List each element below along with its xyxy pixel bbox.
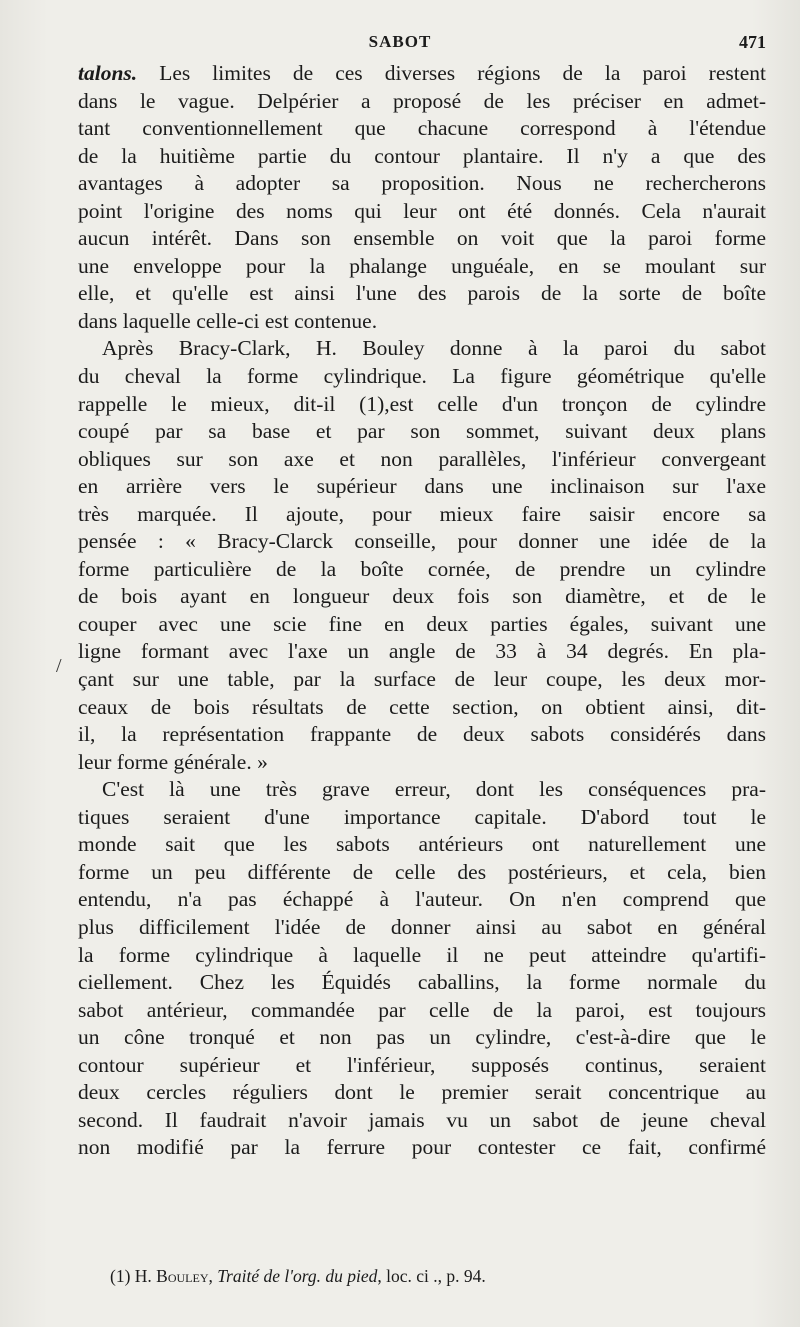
page-number: 471 [739,32,766,52]
margin-mark: / [56,655,62,677]
text-line: couper avec une scie fine en deux parties égales, suivant une [78,611,766,636]
footnote-reference: , loc. ci ., p. 94. [377,1266,486,1286]
footnote-marker: (1) H. [110,1266,157,1286]
text-line: du cheval la forme cylindrique. La figure géométrique qu'elle [78,364,766,389]
text-line: il, la représentation frappante de deux sabots considérés dans [78,722,766,747]
text-line: aucun intérêt. Dans son ensemble on voit que la paroi forme [78,226,766,251]
text-line: ciellement. Chez les Équidés caballins, la forme normale du [78,970,766,995]
text-line: entendu, n'a pas échappé à l'auteur. On n'en comprend que [78,887,766,912]
text-line: elle, et qu'elle est ainsi l'une des parois de la sorte de boîte [78,281,766,306]
text-line: de bois ayant en longueur deux fois son diamètre, et de le [78,584,766,609]
text-line: pensée : « Bracy-Clarck conseille, pour donner une idée de la [78,529,766,554]
text-line: obliques sur son axe et non parallèles, l'inférieur convergeant [78,446,766,471]
footnote-author: Bouley [156,1266,209,1286]
text-line: forme un peu différente de celle des postérieurs, et cela, bien [78,859,766,884]
footnote [110,1266,486,1287]
text-line: leur forme générale. » [78,749,268,774]
text-line: coupé par sa base et par son sommet, suivant deux plans [78,419,766,444]
running-head [0,30,800,58]
text-line: sabot antérieur, commandée par celle de la paroi, est toujours [78,997,766,1022]
text-line: un cône tronqué et non pas un cylindre, c'est-à-dire que le [78,1025,766,1050]
running-title: SABOT [368,32,432,51]
text-line: en arrière vers le supérieur dans une inclinaison sur l'axe [78,474,766,499]
text-line: forme particulière de la boîte cornée, de prendre un cylindre [78,556,766,581]
text-line: non modifié par la ferrure pour contester ce fait, confirmé [78,1135,766,1160]
text-line: point l'origine des noms qui leur ont été donnés. Cela n'aurait [78,198,766,223]
text-line: dans laquelle celle-ci est contenue. [78,308,378,333]
text-line: tant conventionnellement que chacune correspond à l'étendue [78,116,766,141]
text-line: de la huitième partie du contour plantaire. Il n'y a que des [78,143,766,168]
italic-word: talons. [78,61,138,85]
text-line: rappelle le mieux, dit-il (1),est celle d'un tronçon de cylindre [78,391,766,416]
text-line: monde sait que les sabots antérieurs ont naturellement une [78,832,766,857]
text-line: ceaux de bois résultats de cette section, on obtient ainsi, dit- [78,694,766,719]
line-text: Les limites de ces diverses régions de la paroi restent [137,61,766,85]
text-line: avantages à adopter sa proposition. Nous ne rechercherons [78,171,766,196]
text-line: deux cercles réguliers dont le premier serait concentrique au [78,1080,766,1105]
text-line [78,60,766,88]
text-line: très marquée. Il ajoute, pour mieux faire saisir encore sa [78,501,766,526]
text-line: la forme cylindrique à laquelle il ne peut atteindre qu'artifi- [78,942,766,967]
text-line: çant sur une table, par la surface de leur coupe, les deux mor- [78,667,766,692]
text-line: ligne formant avec l'axe un angle de 33 à 34 degrés. En pla- [78,639,766,664]
footnote-title: Traité de l'org. du pied [217,1266,378,1286]
text-line: tiques seraient d'une importance capitale. D'abord tout le [78,804,766,829]
text-line: une enveloppe pour la phalange unguéale, en se moulant sur [78,253,766,278]
footnote-separator: , [208,1266,218,1286]
text-line: contour supérieur et l'inférieur, supposés continus, seraient [78,1052,766,1077]
text-line: second. Il faudrait n'avoir jamais vu un sabot de jeune cheval [78,1107,766,1132]
text-line: dans le vague. Delpérier a proposé de les préciser en admet- [78,88,766,113]
text-line: plus difficilement l'idée de donner ainsi au sabot en général [78,914,766,939]
text-line: C'est là une très grave erreur, dont les conséquences pra- [102,777,766,802]
body-text [78,60,766,1162]
text-line: Après Bracy-Clark, H. Bouley donne à la paroi du sabot [102,336,766,361]
